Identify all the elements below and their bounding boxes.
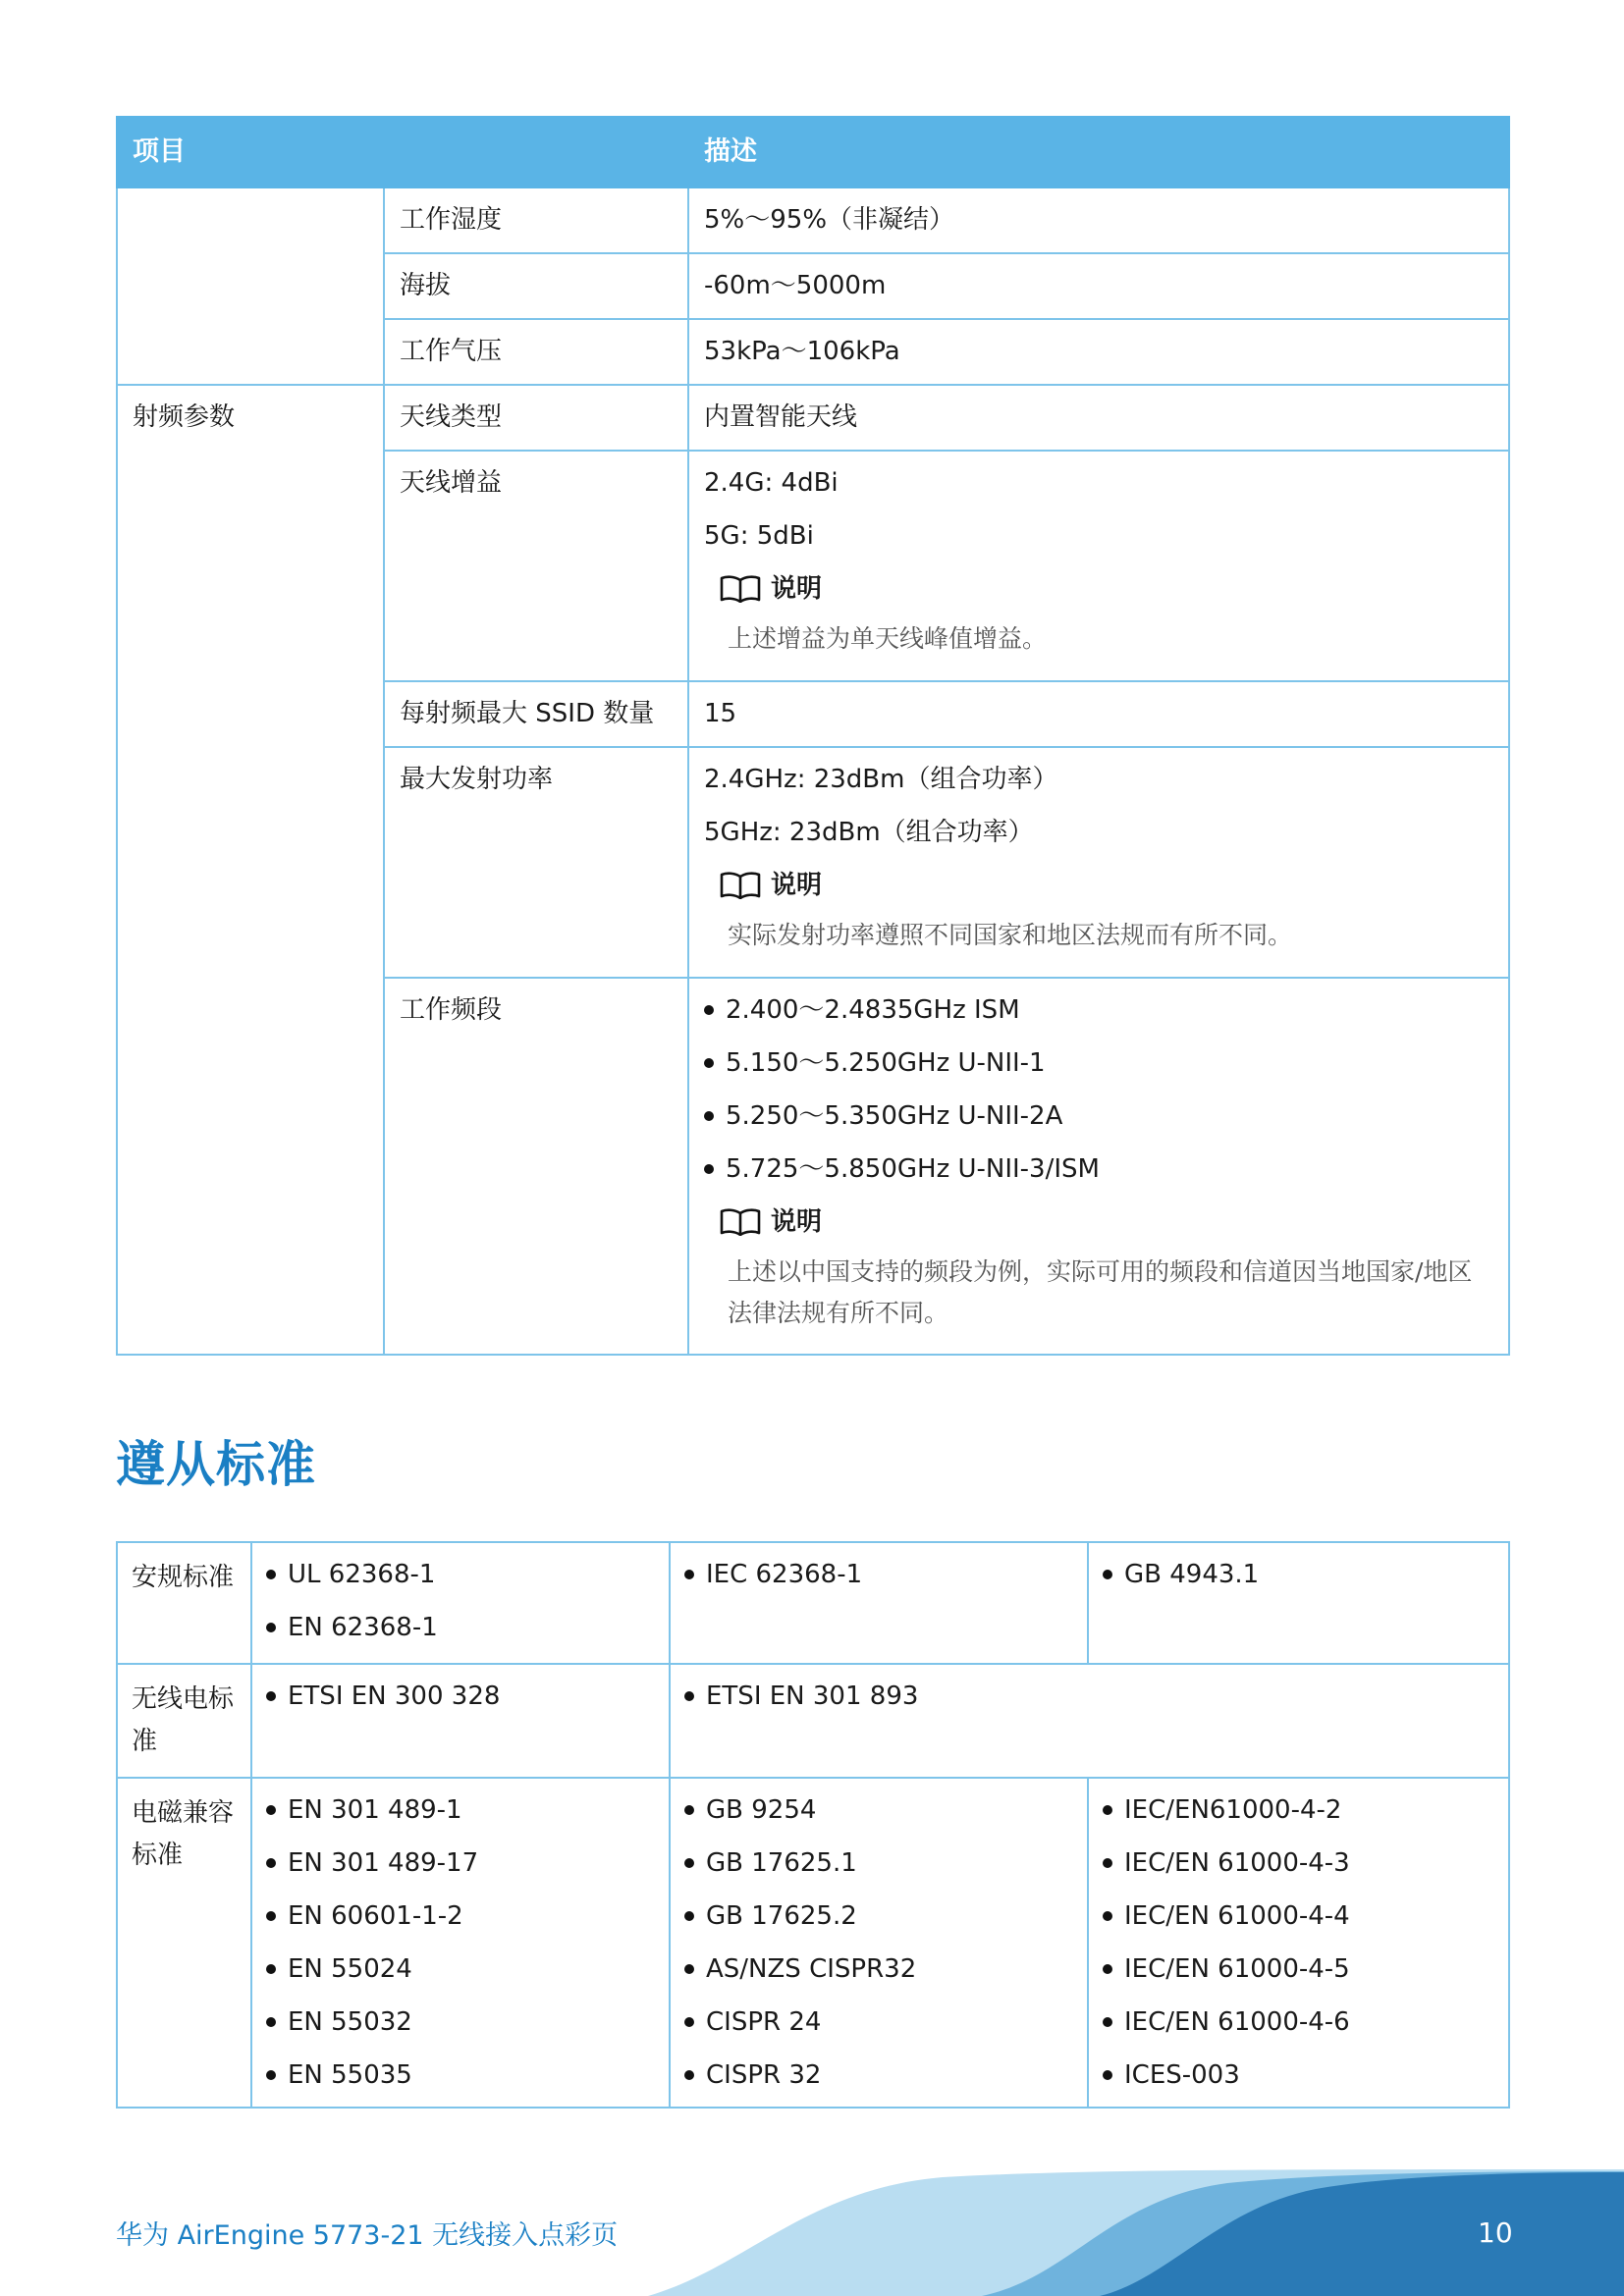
list-item: IEC/EN 61000-4-3 <box>1103 1845 1494 1881</box>
bullet-icon <box>704 1164 714 1174</box>
value-line: 2.4GHz: 23dBm（组合功率） <box>704 765 1058 794</box>
note-text-line: 上述以中国支持的频段为例，实际可用的频段和信道因当地国家/地区 <box>728 1257 1473 1286</box>
param-name: 工作频段 <box>384 978 688 1355</box>
bullet-icon <box>1103 1858 1112 1868</box>
param-name: 天线增益 <box>384 451 688 681</box>
list-item: CISPR 24 <box>684 2004 1073 2040</box>
std-cell <box>251 1664 670 1778</box>
param-value: -60m～5000m <box>688 253 1509 319</box>
list-item: 5.150～5.250GHz U-NII-1 <box>704 1045 1493 1081</box>
list-item: 5.250～5.350GHz U-NII-2A <box>704 1098 1493 1134</box>
value-line: 5G: 5dBi <box>704 521 814 551</box>
param-name: 工作气压 <box>384 319 688 385</box>
bullet-icon <box>266 1691 276 1701</box>
list-item: 5.725～5.850GHz U-NII-3/ISM <box>704 1151 1493 1187</box>
table-row <box>117 1664 1509 1778</box>
bullet-icon <box>266 1964 276 1974</box>
list-item: GB 4943.1 <box>1103 1557 1494 1592</box>
list-item: ETSI EN 300 328 <box>266 1679 655 1714</box>
list-item: EN 62368-1 <box>266 1610 655 1645</box>
list-item: ICES-003 <box>1103 2057 1494 2093</box>
page-number: 10 <box>1478 2216 1513 2249</box>
bullet-icon <box>1103 1964 1112 1974</box>
bullet-icon <box>266 1858 276 1868</box>
list-item: IEC/EN61000-4-2 <box>1103 1792 1494 1828</box>
bullet-icon <box>1103 2017 1112 2027</box>
std-cell <box>1088 1778 1509 2108</box>
param-value: 15 <box>688 681 1509 747</box>
bullet-icon <box>266 1805 276 1815</box>
bullet-icon <box>1103 1911 1112 1921</box>
section-title: 遵从标准 <box>116 1436 316 1493</box>
std-cell <box>251 1778 670 2108</box>
value-line: 5GHz: 23dBm（组合功率） <box>704 818 1034 847</box>
bullet-icon <box>266 1623 276 1632</box>
note-text-line: 法律法规有所不同。 <box>728 1299 949 1327</box>
std-cell <box>1088 1542 1509 1664</box>
table-row <box>117 187 1509 253</box>
note-heading <box>720 571 1493 607</box>
table-row <box>117 1542 1509 1664</box>
header-item: 项目 <box>117 117 688 187</box>
list-item: CISPR 32 <box>684 2057 1073 2093</box>
std-cell <box>251 1542 670 1664</box>
list-item: AS/NZS CISPR32 <box>684 1951 1073 1987</box>
bullet-icon <box>266 1911 276 1921</box>
list-item: EN 55035 <box>266 2057 655 2093</box>
note-text: 上述增益为单天线峰值增益。 <box>728 624 1048 653</box>
list-item: EN 60601-1-2 <box>266 1898 655 1934</box>
note-label: 说明 <box>771 1207 823 1237</box>
param-name: 每射频最大 SSID 数量 <box>384 681 688 747</box>
list-item: 2.400～2.4835GHz ISM <box>704 992 1493 1028</box>
bullet-icon <box>266 2070 276 2080</box>
book-icon <box>720 575 761 603</box>
list-item: GB 9254 <box>684 1792 1073 1828</box>
list-item: EN 301 489-1 <box>266 1792 655 1828</box>
std-cell <box>670 1664 1509 1778</box>
param-value <box>688 747 1509 978</box>
bullet-icon <box>684 1691 694 1701</box>
book-icon <box>720 872 761 899</box>
spec-table <box>116 116 1510 1356</box>
std-cell <box>670 1778 1088 2108</box>
rf-group-label: 射频参数 <box>117 385 384 1355</box>
list-item: UL 62368-1 <box>266 1557 655 1592</box>
list-item: IEC/EN 61000-4-5 <box>1103 1951 1494 1987</box>
bullet-icon <box>1103 1570 1112 1579</box>
param-value <box>688 978 1509 1355</box>
bullet-icon <box>684 1911 694 1921</box>
header-desc: 描述 <box>688 117 1509 187</box>
std-label: 电磁兼容 标准 <box>117 1778 251 2108</box>
note-heading <box>720 1204 1493 1240</box>
list-item: IEC/EN 61000-4-6 <box>1103 2004 1494 2040</box>
bullet-icon <box>1103 2070 1112 2080</box>
standards-table <box>116 1541 1510 2109</box>
bullet-icon <box>684 1805 694 1815</box>
note-text: 实际发射功率遵照不同国家和地区法规而有所不同。 <box>728 921 1293 949</box>
note-label: 说明 <box>771 871 823 900</box>
note-label: 说明 <box>771 574 823 604</box>
list-item: ETSI EN 301 893 <box>684 1679 1494 1714</box>
param-value <box>688 451 1509 681</box>
param-name: 工作湿度 <box>384 187 688 253</box>
note-text <box>728 1252 1493 1334</box>
env-group-cell <box>117 187 384 385</box>
list-item: EN 55032 <box>266 2004 655 2040</box>
spec-header-row <box>117 117 1509 187</box>
std-label: 无线电标 准 <box>117 1664 251 1778</box>
book-icon <box>720 1208 761 1236</box>
bullet-icon <box>684 2070 694 2080</box>
table-row <box>117 1778 1509 2108</box>
param-value: 5%～95%（非凝结） <box>688 187 1509 253</box>
list-item: IEC/EN 61000-4-4 <box>1103 1898 1494 1934</box>
bullet-icon <box>266 2017 276 2027</box>
list-item: GB 17625.2 <box>684 1898 1073 1934</box>
bullet-icon <box>684 2017 694 2027</box>
value-line: 2.4G: 4dBi <box>704 468 839 498</box>
param-name: 最大发射功率 <box>384 747 688 978</box>
bullet-icon <box>704 1111 714 1121</box>
note-heading <box>720 868 1493 903</box>
std-label: 安规标准 <box>117 1542 251 1664</box>
footer-title: 华为 AirEngine 5773-21 无线接入点彩页 <box>116 2220 619 2251</box>
bullet-icon <box>704 1005 714 1015</box>
param-name: 海拔 <box>384 253 688 319</box>
param-value: 53kPa～106kPa <box>688 319 1509 385</box>
bullet-icon <box>684 1570 694 1579</box>
list-item: EN 55024 <box>266 1951 655 1987</box>
bullet-icon <box>704 1058 714 1068</box>
list-item: EN 301 489-17 <box>266 1845 655 1881</box>
bullet-icon <box>1103 1805 1112 1815</box>
list-item: IEC 62368-1 <box>684 1557 1073 1592</box>
param-value: 内置智能天线 <box>688 385 1509 451</box>
table-row <box>117 385 1509 451</box>
bullet-icon <box>684 1858 694 1868</box>
list-item: GB 17625.1 <box>684 1845 1073 1881</box>
std-cell <box>670 1542 1088 1664</box>
bullet-icon <box>266 1570 276 1579</box>
bullet-icon <box>684 1964 694 1974</box>
param-name: 天线类型 <box>384 385 688 451</box>
